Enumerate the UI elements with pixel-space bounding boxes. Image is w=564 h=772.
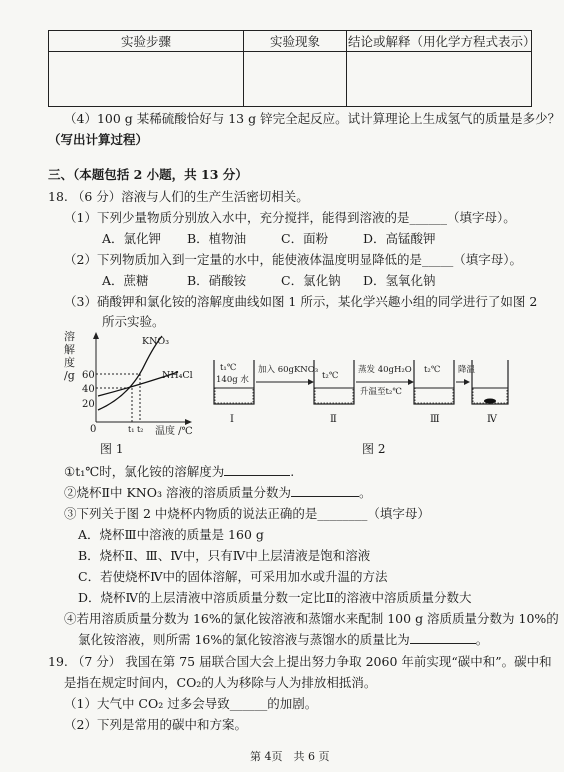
q19-title: 19. （7 分） 我国在第 75 届联合国大会上提出努力争取 2060 年前实现“碳中和”。碳中和 (48, 654, 552, 669)
q18-sub4: ④若用溶质质量分数为 16%的氯化铵溶液和蒸馏水来配制 100 g 溶质质量分数为 10%的 (64, 611, 559, 626)
q18-sub2-text: ②烧杯Ⅱ中 KNO₃ 溶液的溶质质量分数为 (64, 485, 291, 500)
kno3-label: KNO₃ (142, 336, 170, 347)
beaker1-temp: t₁℃ (220, 363, 237, 373)
arrow2-top: 蒸发 40gH₂O (358, 365, 412, 375)
option: B．硝酸铵 (187, 273, 247, 288)
option: B．烧杯Ⅱ、Ⅲ、Ⅳ中，只有Ⅳ中上层清液是饱和溶液 (78, 548, 371, 563)
beaker3-temp: t₂℃ (424, 365, 441, 375)
arrow3-head (464, 379, 470, 385)
q18-sub2: ②烧杯Ⅱ中 KNO₃ 溶液的溶质质量分数为 。 (64, 485, 372, 500)
q18-sub3: ③下列关于图 2 中烧杯内物质的说法正确的是________（填字母） (64, 506, 430, 521)
q4-note: （写出计算过程） (48, 132, 149, 147)
kno3-curve (98, 336, 162, 410)
table-cell (49, 52, 244, 107)
q18-part3: （3）硝酸钾和氯化铵的溶解度曲线如图 1 所示，某化学兴趣小组的同学进行了如图 2 (64, 294, 538, 309)
ytick-label: 40 (82, 384, 95, 395)
page-footer: 第 4页 共 6 页 (250, 750, 330, 763)
arrow1-head (308, 379, 314, 385)
y-axis-arrow (93, 332, 99, 339)
ylabel-char: 度 (64, 356, 75, 369)
ylabel-char: /g (64, 369, 75, 382)
table-header: 实验步骤 (49, 31, 244, 52)
ylabel-char: 溶 (64, 330, 75, 343)
nh4cl-label: NH₄Cl (162, 370, 193, 381)
q18-sub1-text: ①t₁℃时，氯化铵的溶解度为 (64, 464, 225, 479)
option: A．氯化钾 (102, 231, 162, 246)
answer-blank (410, 643, 476, 644)
solubility-chart (60, 330, 210, 450)
q19-title-cont: 是指在规定时间内，CO₂的人为移除与人为排放相抵消。 (64, 675, 377, 690)
arrow3-label: 降温 (458, 365, 476, 375)
beaker-2 (314, 360, 354, 404)
q18-part1: （1）下列少量物质分别放入水中，充分搅拌，能得到溶液的是______（填字母）。 (64, 210, 516, 225)
option: D．高锰酸钾 (363, 231, 436, 246)
roman-numeral: Ⅱ (330, 414, 337, 425)
arrow2-bottom: 升温至t₂℃ (360, 387, 402, 397)
option: B．植物油 (187, 231, 247, 246)
option: A．蔗糖 (102, 273, 149, 288)
table-cell (244, 52, 347, 107)
answer-blank (291, 496, 359, 497)
q18-title: 18. （6 分）溶液与人们的生产生活密切相关。 (48, 189, 309, 204)
answer-blank (224, 475, 290, 476)
crystal-solid (484, 399, 496, 404)
q19-part1: （1）大气中 CO₂ 过多会导致______的加剧。 (64, 696, 318, 711)
q18-sub1: ①t₁℃时，氯化铵的溶解度为 . (64, 464, 295, 479)
experiment-table (48, 30, 536, 107)
origin-label: 0 (90, 424, 97, 435)
ytick-label: 20 (82, 399, 95, 410)
x-axis-arrow (185, 419, 192, 425)
xlabel: 温度 /℃ (155, 426, 193, 437)
option: A．烧杯Ⅲ中溶液的质量是 160 g (78, 527, 264, 542)
option: C．氯化钠 (281, 273, 341, 288)
roman-numeral: Ⅲ (430, 414, 440, 425)
q4-text: （4）100 g 某稀硫酸恰好与 13 g 锌完全起反应。试计算理论上生成氢气的质量是多少？ (64, 111, 561, 126)
beaker-4 (472, 360, 508, 404)
option: C．面粉 (281, 231, 329, 246)
table-cell (347, 52, 532, 107)
table-header: 结论或解释（用化学方程式表示） (347, 31, 532, 52)
ytick-label: 60 (82, 370, 95, 381)
beaker1-water: 140g 水 (216, 375, 249, 385)
xtick-label: t₁ t₂ (128, 425, 144, 434)
q18-part3-cont: 所示实验。 (102, 314, 165, 329)
q19-part2: （2）下列是常用的碳中和方案。 (64, 717, 247, 732)
option: C．若使烧杯Ⅳ中的固体溶解，可采用加水或升温的方法 (78, 569, 388, 584)
table-header: 实验现象 (244, 31, 347, 52)
option: D．烧杯Ⅳ的上层清液中溶质质量分数一定比Ⅱ的溶液中溶质质量分数大 (78, 590, 472, 605)
ylabel-char: 解 (64, 343, 75, 356)
experiment-diagram (210, 358, 510, 430)
arrow1-label: 加入 60gKNO₃ (258, 365, 319, 375)
q18-sub4-cont: 氯化铵溶液，则所需 16%的氯化铵溶液与蒸馏水的质量比为 。 (78, 632, 489, 647)
roman-numeral: Ⅳ (487, 414, 497, 425)
arrow2-head (408, 379, 414, 385)
roman-numeral: Ⅰ (230, 414, 234, 425)
figure2-caption: 图 2 (362, 442, 386, 456)
section-heading: 三、（本题包括 2 小题，共 13 分） (48, 167, 248, 182)
q18-part2: （2）下列物质加入到一定量的水中，能使液体温度明显降低的是_____（填字母）。 (64, 252, 522, 267)
beaker2-temp: t₂℃ (322, 371, 339, 381)
option: D．氢氧化钠 (363, 273, 436, 288)
q18-sub4-text: 氯化铵溶液，则所需 16%的氯化铵溶液与蒸馏水的质量比为 (78, 632, 410, 647)
figure1-caption: 图 1 (100, 442, 124, 456)
